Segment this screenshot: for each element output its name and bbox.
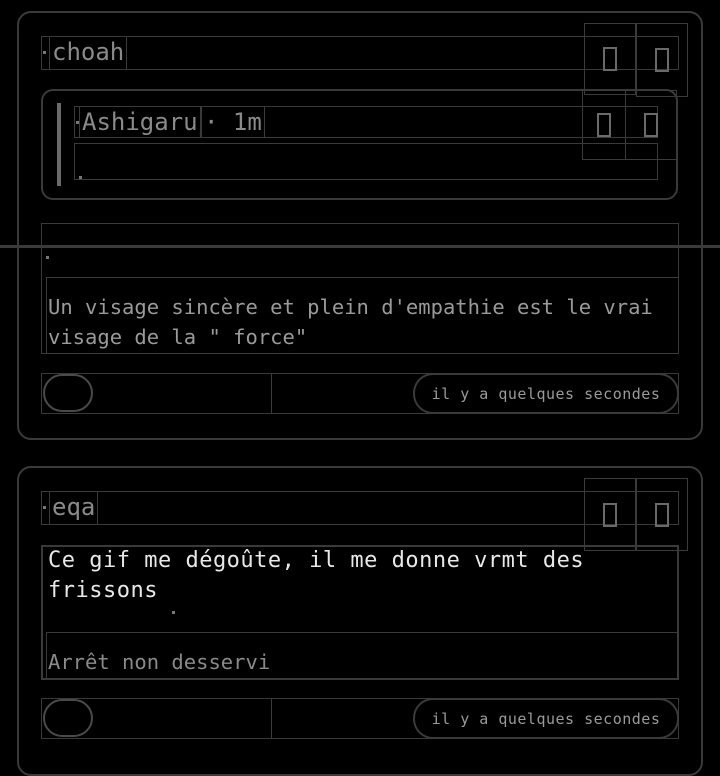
author-name[interactable]: eqa xyxy=(49,491,98,525)
author-name[interactable]: choah xyxy=(49,36,127,70)
status-dot xyxy=(46,256,49,259)
reply-meta: · 1m xyxy=(201,106,265,138)
more-icon[interactable] xyxy=(584,23,636,95)
message-text: Un visage sincère et plein d'empathie est le vrai visage de la " force" xyxy=(48,295,653,349)
timestamp: il y a quelques secondes xyxy=(413,373,679,414)
status-dot xyxy=(79,176,82,179)
status-dot xyxy=(43,506,46,509)
timestamp: il y a quelques secondes xyxy=(413,698,679,739)
reaction-button[interactable] xyxy=(43,374,93,412)
reaction-button[interactable] xyxy=(43,699,93,737)
reply-body xyxy=(74,143,658,180)
post-text: Ce gif me dégoûte, il me donne vrmt des frissons xyxy=(48,548,585,603)
more-icon[interactable] xyxy=(584,478,636,551)
share-icon[interactable] xyxy=(636,23,688,97)
status-dot xyxy=(43,51,46,54)
status-dot xyxy=(172,611,175,614)
share-icon[interactable] xyxy=(636,478,688,551)
reply-bar xyxy=(57,103,61,186)
message-text: Arrêt non desservi xyxy=(48,650,271,674)
reply-author[interactable]: Ashigaru xyxy=(79,106,201,138)
